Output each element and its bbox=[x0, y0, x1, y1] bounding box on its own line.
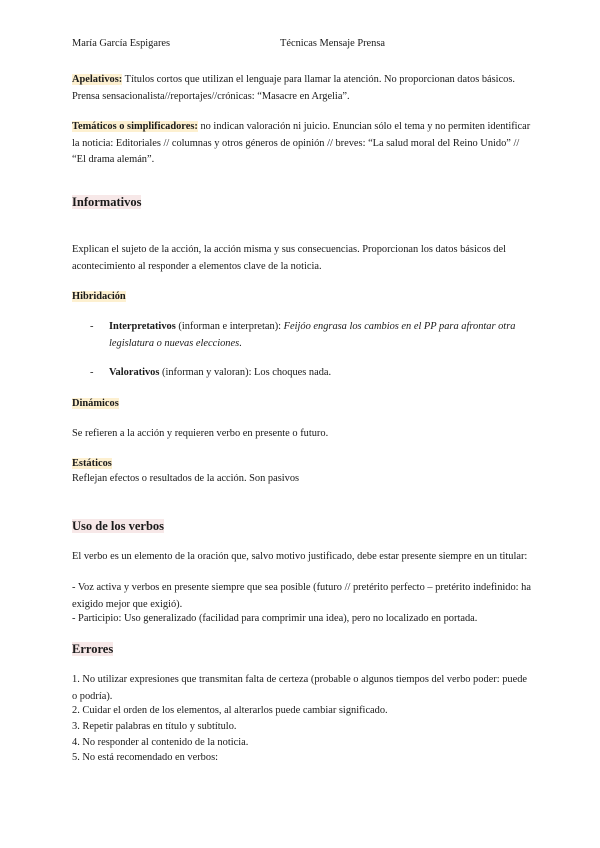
example-interpretativos: Feijóo engrasa los cambios en el PP para afrontar otra legislatura o nuevas elecciones bbox=[109, 321, 516, 349]
errores-item-1: 1. No utilizar expresiones que transmitan falta de certeza (probable o algunos tiempos del verbo poder: puede o podría). bbox=[72, 674, 528, 702]
errores-item-4: 4. No responder al contenido de la noticia. bbox=[72, 737, 249, 748]
term-tematicos: Temáticos o simplificadores: bbox=[72, 121, 198, 132]
paragraph-verbos-point2: - Participio: Uso generalizado (facilidad para comprimir una idea), pero no localizado en portada. bbox=[72, 613, 478, 624]
text-tematicos: no indican valoración ni juicio. Enuncian sólo el tema y no permiten identificar la noticia: Editoriales // columnas y otros géneros de opinión // breves: “La salud moral del Reino Unido” // “El drama alemán”. bbox=[72, 121, 531, 165]
text-apelativos: Títulos cortos que utilizan el lenguaje para llamar la atención. No proporcionan datos básicos. Prensa sensacionalista//reportajes//crónicas: “Masacre en Argelia”. bbox=[72, 74, 516, 102]
list-dash: - bbox=[90, 321, 94, 332]
paragraph-informativos: Explican el sujeto de la acción, la acción misma y sus consecuencias. Proporcionan los datos básicos del acontecimiento al responder a elementos clave de la noticia. bbox=[72, 244, 506, 272]
list-item-interpretativos: - Interpretativos (informan e interpretan): Feijóo engrasa los cambios en el PP para afrontar otra legislatura o nuevas elecciones. bbox=[90, 321, 516, 349]
heading-hibridacion: Hibridación bbox=[72, 291, 126, 302]
header-course: Técnicas Mensaje Prensa bbox=[280, 38, 386, 49]
term-apelativos: Apelativos: bbox=[72, 74, 123, 85]
text-valorativos: (informan y valoran): Los choques nada. bbox=[159, 367, 332, 378]
heading-errores: Errores bbox=[72, 642, 114, 656]
list-item-valorativos bbox=[90, 365, 534, 382]
paragraph-verbos-intro: El verbo es un elemento de la oración que, salvo motivo justificado, debe estar presente siempre en un titular: bbox=[72, 551, 528, 562]
errores-item-2: 2. Cuidar el orden de los elementos, al alterarlos puede cambiar significado. bbox=[72, 705, 388, 716]
paragraph-verbos-point1: - Voz activa y verbos en presente siempre que sea posible (futuro // pretérito perfecto – pretérito indefinido: ha exigido mejor que exigió). bbox=[72, 582, 531, 610]
paragraph-apelativos bbox=[72, 72, 534, 105]
heading-informativos: Informativos bbox=[72, 195, 142, 209]
term-interpretativos: Interpretativos bbox=[109, 321, 176, 332]
heading-uso-verbos: Uso de los verbos bbox=[72, 519, 165, 533]
header-author: María García Espigares bbox=[72, 38, 171, 49]
paragraph-tematicos bbox=[72, 119, 534, 169]
paragraph-estaticos: Reflejan efectos o resultados de la acción. Son pasivos bbox=[72, 473, 300, 484]
text-interpretativos: (informan e interpretan): bbox=[175, 321, 284, 332]
list-dash: - bbox=[90, 367, 94, 378]
errores-item-5: 5. No está recomendado en verbos: bbox=[72, 752, 218, 763]
paragraph-dinamicos: Se refieren a la acción y requieren verbo en presente o futuro. bbox=[72, 428, 329, 439]
term-valorativos: Valorativos bbox=[109, 367, 160, 378]
heading-estaticos: Estáticos bbox=[72, 458, 112, 469]
errores-item-3: 3. Repetir palabras en título y subtítulo. bbox=[72, 721, 237, 732]
heading-dinamicos: Dinámicos bbox=[72, 398, 119, 409]
